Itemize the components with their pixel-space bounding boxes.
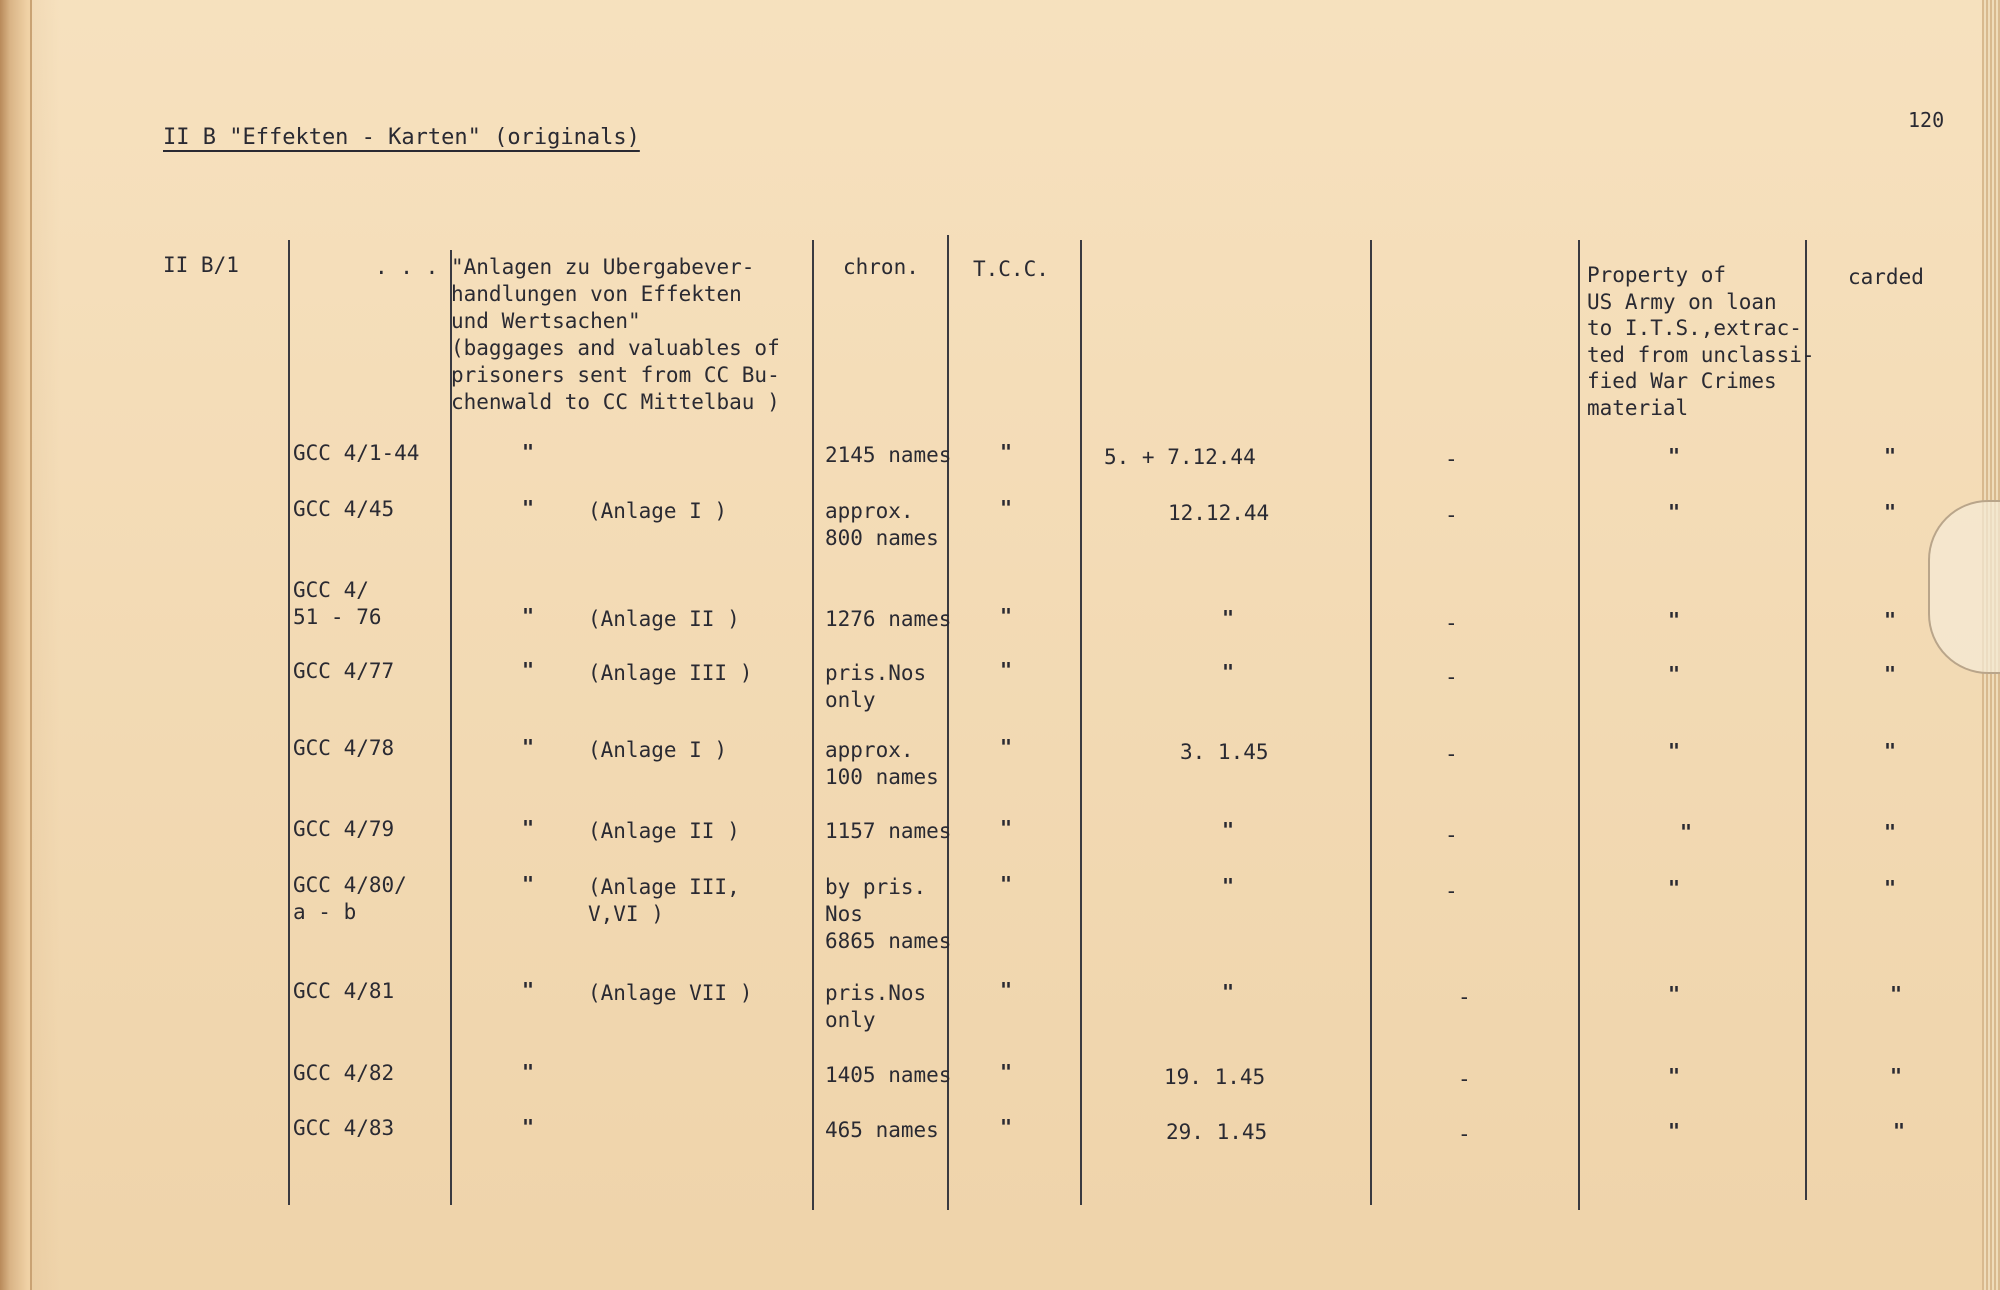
property-ditto: " — [1668, 444, 1681, 468]
property-ditto: " — [1668, 739, 1681, 763]
ditto-mark: " — [522, 658, 535, 682]
record-code: GCC 4/78 — [293, 736, 395, 760]
dash-mark: - — [1458, 1122, 1471, 1146]
property-ditto: " — [1680, 820, 1693, 844]
name-count: only — [825, 1008, 876, 1032]
name-count: by pris. — [825, 875, 927, 899]
anlage-label: (Anlage II ) — [588, 819, 740, 843]
dash-mark: - — [1445, 665, 1458, 689]
tcc-ditto: " — [1000, 604, 1013, 628]
property-line: Property of — [1587, 263, 1727, 287]
column-divider — [1578, 240, 1580, 1210]
carded-ditto: " — [1884, 500, 1897, 524]
property-ditto: " — [1668, 876, 1681, 900]
dash-mark: - — [1445, 447, 1458, 471]
ditto-mark: " — [522, 816, 535, 840]
dash-mark: - — [1445, 879, 1458, 903]
record-date: " — [1222, 606, 1235, 630]
anlage-label: (Anlage II ) — [588, 607, 740, 631]
tcc-ditto: " — [1000, 1115, 1013, 1139]
carded-ditto: " — [1884, 739, 1897, 763]
carded-ditto: " — [1884, 820, 1897, 844]
tcc-ditto: " — [1000, 496, 1013, 520]
property-ditto: " — [1668, 608, 1681, 632]
column-divider — [1805, 240, 1807, 1200]
record-date: " — [1222, 818, 1235, 842]
page-number: 120 — [1908, 108, 1945, 132]
property-line: ted from unclassi- — [1587, 342, 1815, 367]
record-date: 3. 1.45 — [1180, 740, 1269, 764]
record-date: 5. + 7.12.44 — [1104, 445, 1256, 469]
property-ditto: " — [1668, 500, 1681, 524]
carded-ditto: " — [1884, 662, 1897, 686]
property-ditto: " — [1668, 1064, 1681, 1088]
ditto-mark: " — [522, 440, 535, 464]
name-count: approx. — [825, 499, 914, 523]
dash-mark: - — [1445, 742, 1458, 766]
anlage-label: V,VI ) — [588, 902, 664, 926]
name-count: only — [825, 688, 876, 712]
tcc-ditto: " — [1000, 658, 1013, 682]
anlage-label: (Anlage I ) — [588, 738, 728, 762]
anlage-label: (Anlage I ) — [588, 499, 728, 523]
carded-ditto: " — [1884, 444, 1897, 468]
carded-ditto: " — [1884, 876, 1897, 900]
record-code: GCC 4/1-44 — [293, 441, 420, 465]
dash-mark: - — [1445, 823, 1458, 847]
description-line: (baggages and valuables of — [451, 336, 780, 360]
dash-mark: - — [1458, 985, 1471, 1009]
page-clip — [1928, 500, 2000, 674]
tcc-ditto: " — [1000, 1060, 1013, 1084]
name-count: 800 names — [825, 526, 939, 550]
carded-ditto: " — [1890, 1064, 1903, 1088]
column-header-carded: carded — [1848, 265, 1924, 289]
record-code: a - b — [293, 900, 357, 924]
tcc-ditto: " — [1000, 440, 1013, 464]
property-ditto: " — [1668, 1119, 1681, 1143]
property-line: to I.T.S.,extrac- — [1587, 316, 1802, 340]
description-line: chenwald to CC Mittelbau ) — [451, 390, 780, 414]
name-count: 1405 names — [825, 1063, 952, 1087]
record-date: " — [1222, 660, 1235, 684]
book-binding — [0, 0, 32, 1290]
record-date: 12.12.44 — [1168, 501, 1270, 525]
property-line: fied War Crimes — [1587, 369, 1777, 393]
record-code: GCC 4/77 — [293, 659, 395, 683]
name-count: 1157 names — [825, 819, 952, 843]
name-count: 2145 names — [825, 443, 952, 467]
carded-ditto: " — [1884, 608, 1897, 632]
ditto-mark: " — [522, 978, 535, 1002]
record-date: 29. 1.45 — [1166, 1120, 1268, 1144]
dash-mark: - — [1458, 1067, 1471, 1091]
name-count: 1276 names — [825, 607, 952, 631]
name-count: 100 names — [825, 765, 939, 789]
property-ditto: " — [1668, 662, 1681, 686]
property-ditto: " — [1668, 982, 1681, 1006]
name-count: 465 names — [825, 1118, 939, 1142]
anlage-label: (Anlage III, — [588, 875, 740, 899]
carded-ditto: " — [1890, 982, 1903, 1006]
tcc-ditto: " — [1000, 735, 1013, 759]
tcc-ditto: " — [1000, 816, 1013, 840]
record-code: 51 - 76 — [293, 605, 382, 629]
record-code: GCC 4/82 — [293, 1061, 395, 1085]
description-line: handlungen von Effekten — [451, 282, 742, 306]
ditto-mark: " — [522, 496, 535, 520]
record-date: " — [1222, 980, 1235, 1004]
column-divider — [1080, 240, 1082, 1205]
record-code: GCC 4/81 — [293, 979, 395, 1003]
name-count: Nos — [825, 902, 863, 926]
property-line: material — [1587, 395, 1689, 420]
dash-mark: - — [1445, 611, 1458, 635]
name-count: pris.Nos — [825, 661, 927, 685]
name-count: 6865 names — [825, 929, 952, 953]
record-date: 19. 1.45 — [1164, 1065, 1266, 1089]
column-divider — [288, 240, 290, 1205]
ditto-mark: " — [522, 872, 535, 896]
record-date: " — [1222, 874, 1235, 898]
ditto-mark: " — [522, 1115, 535, 1139]
carded-ditto: " — [1893, 1119, 1906, 1143]
description-line: "Anlagen zu Ubergabever- — [451, 255, 755, 279]
column-header-chron: chron. — [843, 255, 919, 279]
column-header-tcc: T.C.C. — [973, 257, 1049, 281]
name-count: approx. — [825, 738, 914, 762]
column-divider — [812, 240, 814, 1210]
record-code: GCC 4/79 — [293, 817, 395, 841]
description-line: und Wertsachen" — [451, 309, 641, 333]
ditto-mark: " — [522, 735, 535, 759]
record-code: GCC 4/ — [293, 578, 369, 602]
record-code: GCC 4/83 — [293, 1116, 395, 1140]
tcc-ditto: " — [1000, 978, 1013, 1002]
dash-mark: - — [1445, 503, 1458, 527]
record-code: GCC 4/80/ — [293, 873, 407, 897]
ditto-mark: " — [522, 1060, 535, 1084]
ditto-mark: " — [522, 604, 535, 628]
section-leader: . . . — [375, 255, 439, 279]
anlage-label: (Anlage VII ) — [588, 981, 753, 1005]
section-code: II B/1 — [163, 253, 239, 277]
description-line: prisoners sent from CC Bu- — [451, 363, 780, 387]
page-title: II B "Effekten - Karten" (originals) — [163, 125, 640, 150]
property-line: US Army on loan — [1587, 289, 1777, 314]
name-count: pris.Nos — [825, 981, 927, 1005]
tcc-ditto: " — [1000, 872, 1013, 896]
anlage-label: (Anlage III ) — [588, 661, 753, 685]
column-divider — [1370, 240, 1372, 1205]
record-code: GCC 4/45 — [293, 497, 395, 521]
